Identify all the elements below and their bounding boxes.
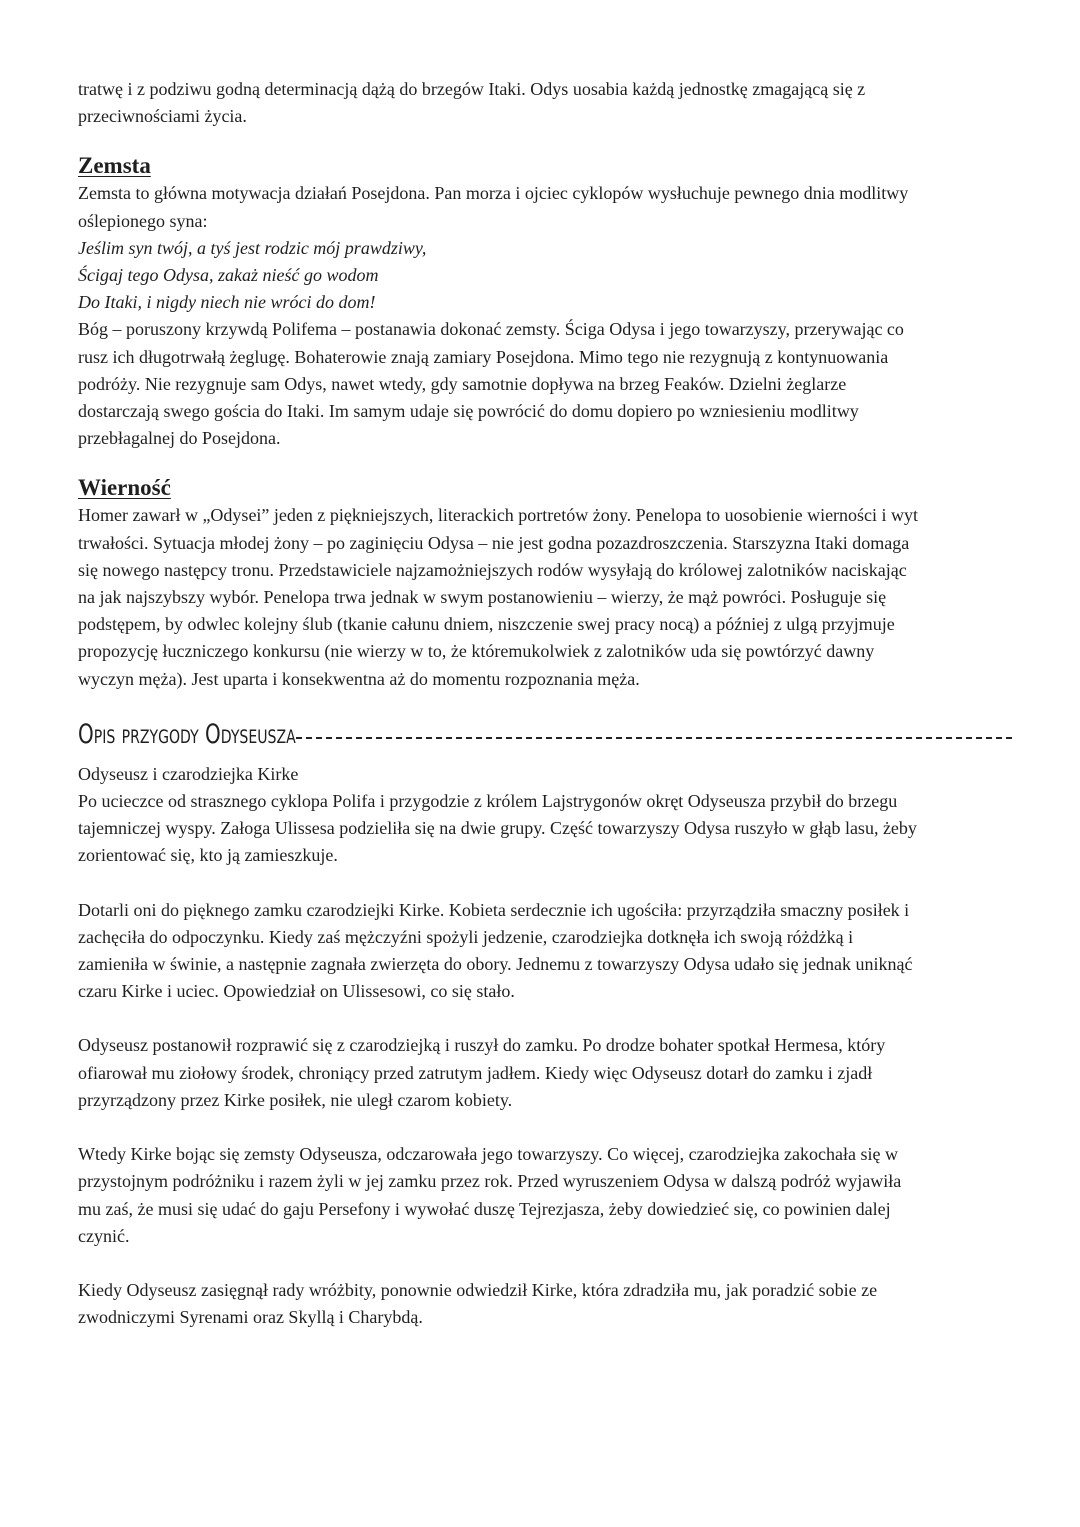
paragraph-gap [78, 1114, 1012, 1141]
intro-line-1: tratwę i z podziwu godną determinacją dążą do brzegów Itaki. Odys uosabia każdą jednostkę zmagającą się z [78, 79, 866, 99]
zemsta-line: Zemsta to główna motywacja działań Posejdona. Pan morza i ojciec cyklopów wysłuchuje pewnego dnia modlitwy [78, 183, 909, 204]
opis-line: przyrządzony przez Kirke posiłek, nie uległ czarom kobiety. [78, 1089, 513, 1110]
zemsta-line: dostarczają swego gościa do Itaki. Im samym udaje się powrócić do domu dopiero po wzniesieniu modlitwy [78, 401, 859, 422]
opis-line: Odyseusz postanowił rozprawić się z czarodziejką i ruszył do zamku. Po drodze bohater spotkał Hermesa, który [78, 1035, 886, 1056]
opis-line: czaru Kirke i uciec. Opowiedział on Ulissesowi, co się stało. [78, 981, 515, 1002]
section-title-text: Opis przygody Odyseusza [78, 719, 296, 751]
opis-line: zachęciła do odpoczynku. Kiedy zaś mężczyźni spożyli jedzenie, czarodziejka dotknęła ich swoją różdżką i [78, 926, 854, 947]
heading-wiernosc: Wierność [78, 475, 171, 501]
wiernosc-line: wyczyn męża). Jest uparta i konsekwentna aż do momentu rozpoznania męża. [78, 668, 640, 689]
quote-line: Do Itaki, i nigdy niech nie wróci do dom! [78, 292, 376, 313]
opis-line: mu zaś, że musi się udać do gaju Persefony i wywołać duszę Tejrezjasza, żeby dowiedzieć się, co powinien dalej [78, 1198, 891, 1219]
wiernosc-line: Homer zawarł w „Odysei” jeden z piękniejszych, literackich portretów żony. Penelopa to uosobienie wierności i wyt [78, 505, 919, 526]
document-page [78, 76, 1012, 1331]
quote-line: Jeślim syn twój, a tyś jest rodzic mój prawdziwy, [78, 237, 427, 258]
zemsta-line: oślepionego syna: [78, 210, 208, 231]
opis-line: ofiarował mu ziołowy środek, chroniący przed zatrutym jadłem. Kiedy więc Odyseusz dotarł do zamku i zjadł [78, 1062, 873, 1083]
paragraph-gap [78, 1250, 1012, 1277]
paragraph-gap [78, 1005, 1012, 1032]
intro-line-2: przeciwnościami życia. [78, 106, 247, 127]
dashed-rule [296, 737, 1012, 739]
opis-line: Dotarli oni do pięknego zamku czarodziejki Kirke. Kobieta serdecznie ich ugościła: przyrządziła smaczny posiłek i [78, 899, 910, 920]
opis-line: Po ucieczce od strasznego cyklopa Polifa i przygodzie z królem Lajstrygonów okręt Odyseusza przybił do brzegu [78, 791, 898, 812]
zemsta-line: przebłagalnej do Posejdona. [78, 428, 281, 449]
zemsta-line: podróży. Nie rezygnuje sam Odys, nawet wtedy, gdy samotnie dopływa na brzeg Feaków. Dzielni żeglarze [78, 373, 847, 394]
section-title-opis [78, 715, 1012, 755]
opis-line: zwodniczymi Syrenami oraz Skyllą i Charybdą. [78, 1307, 423, 1328]
opis-line: czynić. [78, 1225, 130, 1246]
heading-zemsta: Zemsta [78, 153, 151, 179]
wiernosc-line: się nowego następcy tronu. Przedstawiciele najzamożniejszych rodów wysyłają do królowej zalotników naciskając [78, 559, 907, 580]
paragraph-gap [78, 870, 1012, 897]
opis-line: Kiedy Odyseusz zasięgnął rady wróżbity, ponownie odwiedził Kirke, która zdradziła mu, jak poradzić sobie ze [78, 1279, 878, 1300]
opis-line: zamieniła w świnie, a następnie zagnała zwierzęta do obory. Jednemu z towarzyszy Odysa udało się jednak uniknąć [78, 954, 913, 975]
zemsta-line: Bóg – poruszony krzywdą Polifema – postanawia dokonać zemsty. Ściga Odysa i jego towarzyszy, przerywając co [78, 319, 904, 340]
wiernosc-line: trwałości. Sytuacja młodej żony – po zaginięciu Odysa – nie jest godna pozazdroszczenia. Starszyzna Itaki domaga [78, 532, 910, 553]
opis-line: zorientować się, kto ją zamieszkuje. [78, 845, 338, 866]
opis-line: Wtedy Kirke bojąc się zemsty Odyseusza, odczarowała jego towarzyszy. Co więcej, czarodziejka zakochała się w [78, 1144, 898, 1165]
opis-line: przystojnym podróżniku i razem żyli w jej zamku przez rok. Przed wyruszeniem Odysa w dalszą podróż wyjawiła [78, 1171, 902, 1192]
opis-line: tajemniczej wyspy. Załoga Ulissesa podzieliła się na dwie grupy. Część towarzyszy Odysa ruszyło w głąb lasu, żeby [78, 818, 917, 839]
wiernosc-line: podstępem, by odwlec kolejny ślub (tkanie całunu dniem, niszczenie swej pracy nocą) a później z ulgą przyjmuje [78, 614, 895, 635]
opis-subtitle: Odyseusz i czarodziejka Kirke [78, 763, 299, 784]
quote-line: Ścigaj tego Odysa, zakaż nieść go wodom [78, 265, 379, 286]
wiernosc-line: propozycję łuczniczego konkursu (nie wierzy w to, że któremukolwiek z zalotników uda się powtórzyć dawny [78, 641, 875, 662]
wiernosc-line: na jak najszybszy wybór. Penelopa trwa jednak w swym postanowieniu – wierzy, że mąż powróci. Posługuje się [78, 587, 887, 608]
zemsta-line: rusz ich długotrwałą żeglugę. Bohaterowie znają zamiary Posejdona. Mimo tego nie rezygnują z kontynuowania [78, 346, 889, 367]
